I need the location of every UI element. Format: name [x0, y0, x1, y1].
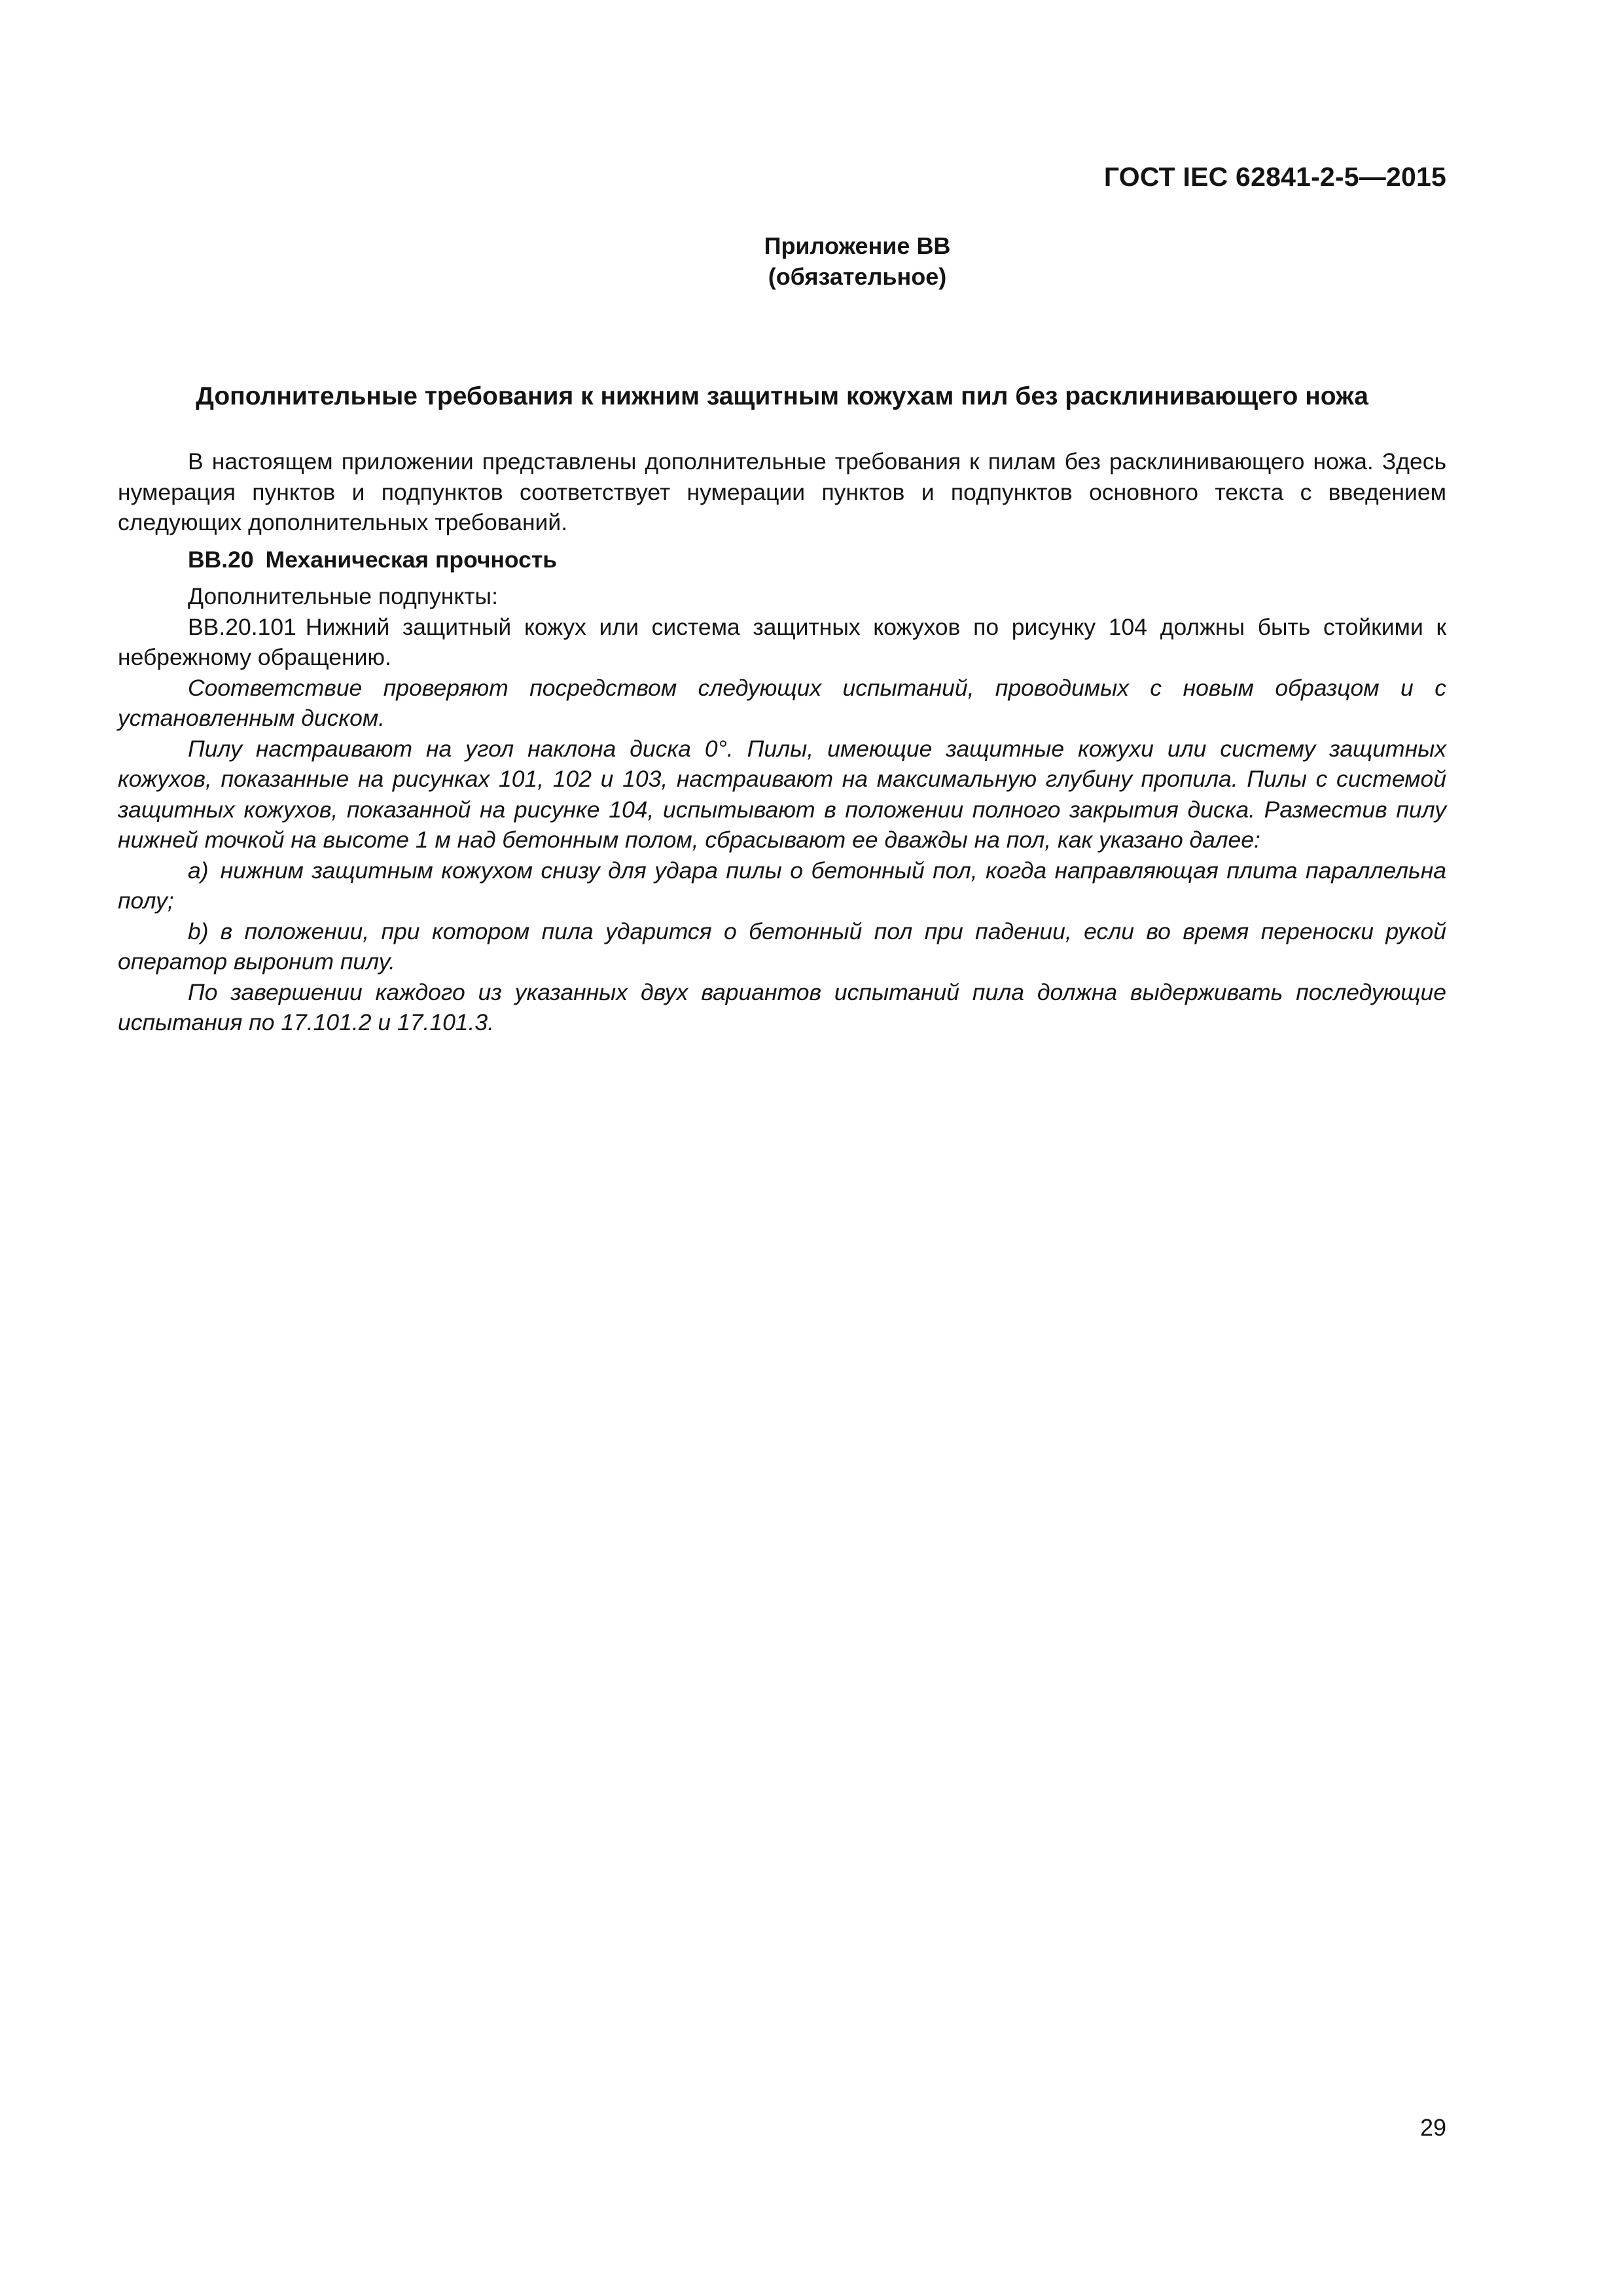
compliance-paragraph: Соответствие проверяют посредством следующих испытаний, проводимых с новым образцом и с установленным диском.	[118, 674, 1446, 731]
section-heading	[118, 545, 1446, 575]
annex-title: Дополнительные требования к нижним защитным кожухам пил без расклинивающего ножа	[196, 382, 1368, 410]
clause-number: ВВ.20.101	[188, 613, 296, 640]
intro-paragraph: В настоящем приложении представлены дополнительные требования к пилам без расклинивающего ножа. Здесь нумерация пунктов и подпунктов соответствует нумерации пунктов и подпунктов основного текста с введением следующих дополнительных требований.	[118, 448, 1446, 535]
section-number: ВВ.20	[188, 546, 254, 573]
annex-header	[0, 230, 1623, 292]
list-item-text: нижним защитным кожухом снизу для удара пилы о бетонный пол, когда направляющая плита параллельна полу;	[118, 857, 1446, 914]
list-item-text: в положении, при котором пила ударится о бетонный пол при падении, если во время переноски рукой оператор выронит пилу.	[118, 918, 1446, 975]
list-item	[118, 916, 1446, 977]
standard-number: ГОСТ IEC 62841-2-5—2015	[1103, 162, 1446, 192]
annex-status: (обязательное)	[768, 263, 947, 290]
conclusion-paragraph: По завершении каждого из указанных двух вариантов испытаний пила должна выдерживать последующие испытания по 17.101.2 и 17.101.3.	[118, 978, 1446, 1035]
list-item-marker: a)	[188, 857, 209, 884]
annex-label: Приложение ВВ	[764, 232, 951, 259]
page-number: 29	[1419, 2114, 1446, 2141]
list-item-marker: b)	[188, 918, 209, 944]
section-title: Механическая прочность	[265, 546, 558, 573]
annex-body	[118, 446, 1446, 1038]
additional-subclauses-label: Дополнительные подпункты:	[188, 583, 498, 609]
clause-paragraph	[118, 612, 1446, 673]
test-procedure-paragraph: Пилу настраивают на угол наклона диска 0°. Пилы, имеющие защитные кожухи или систему защитных кожухов, показанные на рисунках 101, 102 и 103, настраивают на максимальную глубину пропила. Пилы с системой защитных кожухов, показанной на рисунке 104, испытывают в положении полного закрытия диска. Разместив пилу нижней точкой на высоте 1 м над бетонным полом, сбрасывают ее дважды на пол, как указано далее:	[118, 735, 1446, 853]
list-item	[118, 855, 1446, 916]
clause-text: Нижний защитный кожух или система защитных кожухов по рисунку 104 должны быть стойкими к небрежному обращению.	[118, 613, 1446, 670]
